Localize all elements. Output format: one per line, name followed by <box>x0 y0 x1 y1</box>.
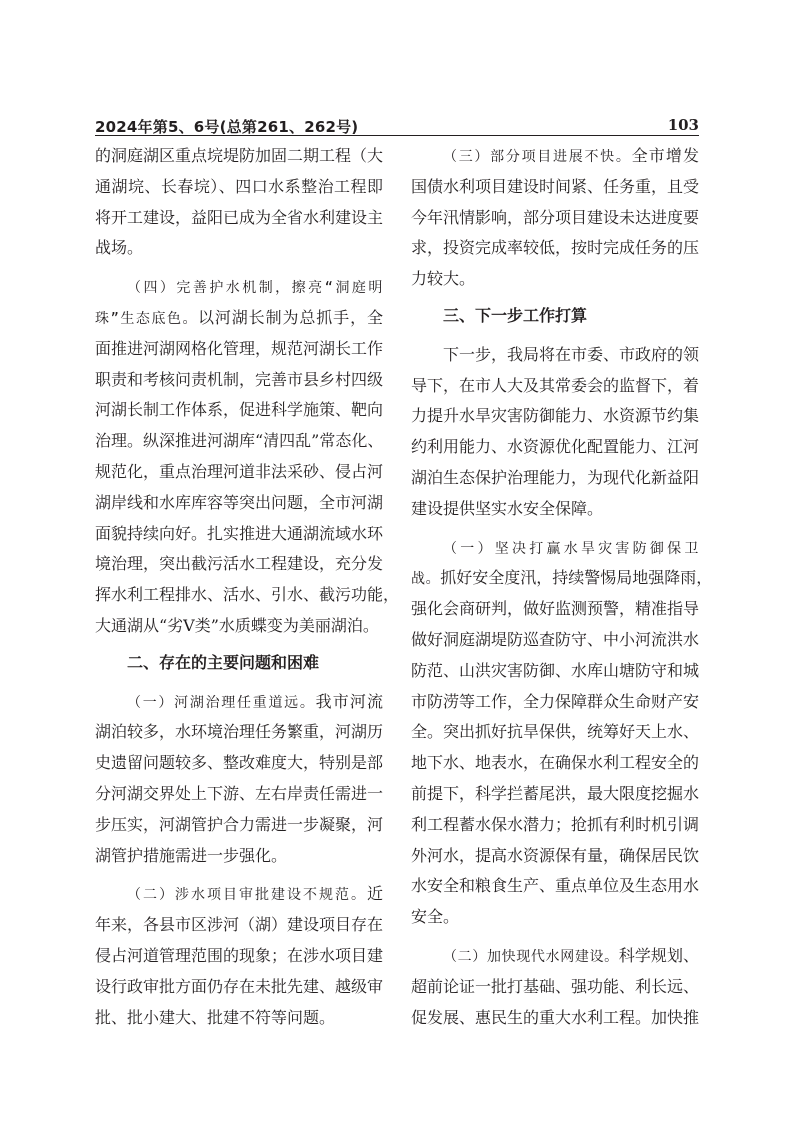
text-line: 湖岸线和水库库容等突出问题，全市河湖 <box>95 492 384 512</box>
subheading-run: （三）部分项目进展不快。 <box>443 149 632 165</box>
body-run: 抓好安全度汛，持续警惕局地强降雨， <box>440 568 713 588</box>
text-line: 境治理，突出截污活水工程建设，充分发 <box>95 554 384 574</box>
paragraph <box>95 272 400 642</box>
text-line: 防范、山洪灾害防御、水库山塘防守和城 <box>411 660 700 680</box>
text-line: 年来，各县市区涉河（湖）建设项目存在 <box>95 915 384 935</box>
text-line: 力提升水旱灾害防御能力、水资源节约集 <box>411 406 700 426</box>
body-run: 近 <box>366 884 383 904</box>
right-column <box>411 141 713 1033</box>
text-line: 全。突出抓好抗旱保供，统筹好天上水、 <box>411 722 700 742</box>
text-line: 市防涝等工作，全力保障群众生命财产安 <box>411 691 700 711</box>
body-run: 我市河流 <box>315 691 383 711</box>
text-line <box>411 533 699 564</box>
text-line: 约利用能力、水资源优化配置能力、江河 <box>411 437 700 457</box>
header-rule <box>95 135 699 136</box>
page-number: 103 <box>667 116 699 134</box>
text-line: 建设提供坚实水安全保障。 <box>411 498 604 518</box>
text-line: 求，投资完成率较低，按时完成任务的压 <box>411 238 700 258</box>
text-line: 前提下，科学拦蓄尾洪，最大限度挖掘水 <box>411 783 700 803</box>
paragraph <box>95 687 383 872</box>
text-line: 湖泊较多，水环境治理任务繁重，河湖历 <box>95 722 384 742</box>
body-run: 科学规划、 <box>618 945 699 965</box>
text-line: 史遗留问题较多、整改难度大，特别是部 <box>95 753 384 773</box>
paragraph <box>411 340 699 525</box>
text-line: 规范化，重点治理河道非法采砂、侵占河 <box>95 461 384 481</box>
text-line: 做好洞庭湖堤防巡查防守、中小河流洪水 <box>411 629 700 649</box>
text-line: 强化会商研判，做好监测预警，精准指导 <box>411 599 700 619</box>
text-line: 今年汛情影响，部分项目建设未达进度要 <box>411 207 700 227</box>
text-line: 侵占河道管理范围的现象；在涉水项目建 <box>95 945 384 965</box>
text-line: 挥水利工程排水、活水、引水、截污功能， <box>95 585 400 605</box>
text-line <box>411 941 699 972</box>
text-line: 设行政审批方面仍存在未批先建、越级审 <box>95 976 384 996</box>
text-line: 安全。 <box>411 907 460 927</box>
text-line: 面推进河湖网格化管理，规范河湖长工作 <box>95 338 384 358</box>
text-line: 促发展、惠民生的重大水利工程。加快推 <box>411 1007 700 1027</box>
text-line: 将开工建设，益阳已成为全省水利建设主 <box>95 207 384 227</box>
text-line: 水安全和粮食生产、重点单位及生态用水 <box>411 876 700 896</box>
text-line <box>95 687 383 718</box>
text-line: 步压实，河湖管护合力需进一步凝聚，河 <box>95 814 384 834</box>
subheading-run: （二）加快现代水网建设。 <box>443 948 619 965</box>
section-heading: 二、存在的主要问题和困难 <box>127 652 320 672</box>
section-heading: 三、下一步工作打算 <box>443 305 588 325</box>
subheading-run: （一）河湖治理任重道远。 <box>127 694 316 711</box>
text-line <box>95 272 383 303</box>
text-line: 治理。纵深推进河湖库“清四乱”常态化、 <box>95 431 384 451</box>
text-line: 下一步，我局将在市委、市政府的领 <box>443 344 700 364</box>
subheading-run: （四）完善护水机制，擦亮“洞庭明 <box>127 280 383 297</box>
text-line <box>95 879 383 910</box>
subheading-run: 珠”生态底色。 <box>95 310 198 327</box>
text-line: 面貌持续向好。扎实推进大通湖流域水环 <box>95 523 384 543</box>
text-line: 河湖长制工作体系，促进科学施策、靶向 <box>95 400 384 420</box>
subheading-run: （二）涉水项目审批建设不规范。 <box>127 887 367 904</box>
text-line: 分河湖交界处上下游、左右岸责任需进一 <box>95 783 384 803</box>
text-line: 导下，在市人大及其常委会的监督下，着 <box>411 375 700 395</box>
issue-info: 2024年第5、6号(总第261、262号) <box>95 118 359 136</box>
text-line: 地下水、地表水，在确保水利工程安全的 <box>411 753 700 773</box>
paragraph <box>411 141 699 295</box>
text-line <box>411 141 699 172</box>
text-line: 国债水利项目建设时间紧、任务重，且受 <box>411 176 700 196</box>
text-line <box>95 303 383 334</box>
text-line: 力较大。 <box>411 269 476 289</box>
text-line <box>411 563 713 594</box>
text-line: 外河水，提高水资源保有量，确保居民饮 <box>411 845 700 865</box>
left-column <box>95 141 400 1033</box>
paragraph <box>411 533 713 933</box>
text-line: 湖管护措施需进一步强化。 <box>95 845 288 865</box>
body-run: 以河湖长制为总抓手，全 <box>197 307 383 327</box>
paragraph <box>411 941 699 1033</box>
text-line: 通湖垸、长春垸）、四口水系整治工程即 <box>95 176 383 196</box>
text-line: 超前论证一批打基础、强功能、利长远、 <box>411 976 700 996</box>
text-line: 战场。 <box>95 238 144 258</box>
text-line: 利工程蓄水保水潜力；抢抓有利时机引调 <box>411 814 700 834</box>
subheading-run: （一）坚决打赢水旱灾害防御保卫 <box>443 540 699 557</box>
text-line: 大通湖从“劣Ⅴ类”水质蝶变为美丽湖泊。 <box>95 615 379 635</box>
subheading-run: 战。 <box>411 571 441 588</box>
paragraph-continued <box>95 141 383 264</box>
text-line: 湖泊生态保护治理能力，为现代化新益阳 <box>411 467 700 487</box>
text-line: 职责和考核问责机制，完善市县乡村四级 <box>95 369 384 389</box>
text-line: 批、批小建大、批建不符等问题。 <box>95 1007 336 1027</box>
body-run: 全市增发 <box>631 146 699 165</box>
paragraph <box>95 879 383 1033</box>
text-line: 的洞庭湖区重点垸堤防加固二期工程（大 <box>95 146 384 165</box>
